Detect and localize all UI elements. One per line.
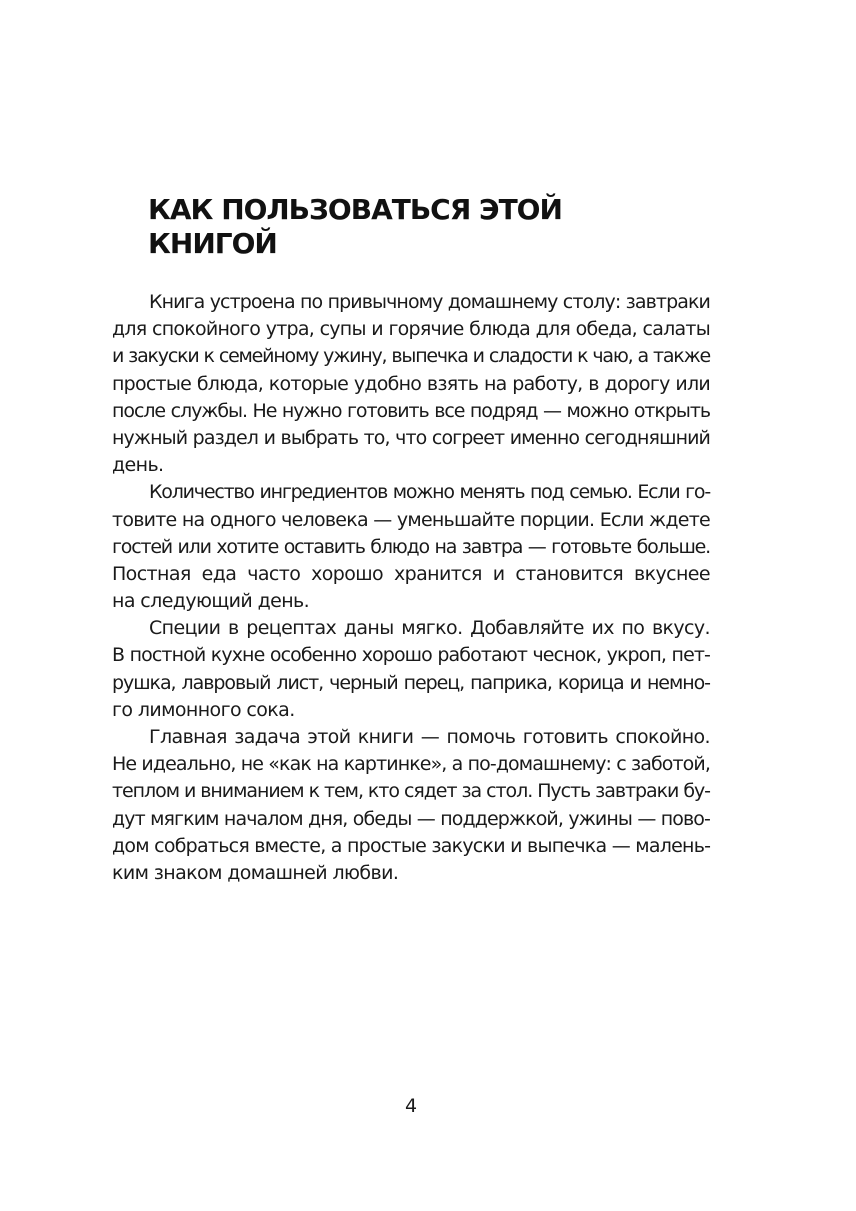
text-line: дом собраться вместе, а простые закуски и выпечка — малень- xyxy=(112,834,711,857)
text-line: для спокойного утра, супы и горячие блюда для обеда, салаты xyxy=(112,318,710,341)
text-line: день. xyxy=(112,454,164,477)
chapter-heading xyxy=(148,193,628,261)
text-line: после службы. Не нужно готовить все подряд — можно открыть xyxy=(112,399,710,422)
text-line: простые блюда, которые удобно взять на работу, в дорогу или xyxy=(112,372,710,395)
text-line: Постная еда часто хорошо хранится и становится вкуснее xyxy=(112,562,710,585)
text-line: ким знаком домашней любви. xyxy=(112,861,399,884)
paragraph-4 xyxy=(112,724,710,887)
chapter-heading-line-2: КНИГОЙ xyxy=(148,227,277,260)
text-line: и закуски к семейному ужину, выпечка и сладости к чаю, а также xyxy=(112,345,710,368)
text-line: Не идеально, не «как на картинке», а по-домашнему: с заботой, xyxy=(112,753,710,776)
text-line: теплом и вниманием к тем, кто сядет за стол. Пусть завтраки бу- xyxy=(112,780,710,803)
paragraph-3 xyxy=(112,615,710,724)
text-line: В постной кухне особенно хорошо работают чеснок, укроп, пет- xyxy=(112,644,710,667)
page-number: 4 xyxy=(404,1095,418,1117)
chapter-heading-line-1: КАК ПОЛЬЗОВАТЬСЯ ЭТОЙ xyxy=(148,193,562,226)
body-text xyxy=(112,289,710,887)
text-line: Количество ингредиентов можно менять под семью. Если го- xyxy=(149,481,710,504)
text-line: Книга устроена по привычному домашнему столу: завтраки xyxy=(149,291,710,313)
text-line: го лимонного сока. xyxy=(112,698,295,721)
text-line: рушка, лавровый лист, черный перец, паприка, корица и немно- xyxy=(112,671,710,694)
text-line: товите на одного человека — уменьшайте порции. Если ждете xyxy=(112,508,710,531)
text-line: на следующий день. xyxy=(112,590,310,613)
text-line: дут мягким началом дня, обеды — поддержкой, ужины — пово- xyxy=(112,807,710,830)
text-line: гостей или хотите оставить блюдо на завтра — готовьте больше. xyxy=(112,535,710,558)
paragraph-2 xyxy=(112,479,710,615)
text-line: Главная задача этой книги — помочь готовить спокойно. xyxy=(149,726,710,748)
text-line: Специи в рецептах даны мягко. Добавляйте их по вкусу. xyxy=(149,617,710,640)
text-line: нужный раздел и выбрать то, что согреет именно сегодняшний xyxy=(112,426,710,449)
paragraph-1 xyxy=(112,289,710,479)
